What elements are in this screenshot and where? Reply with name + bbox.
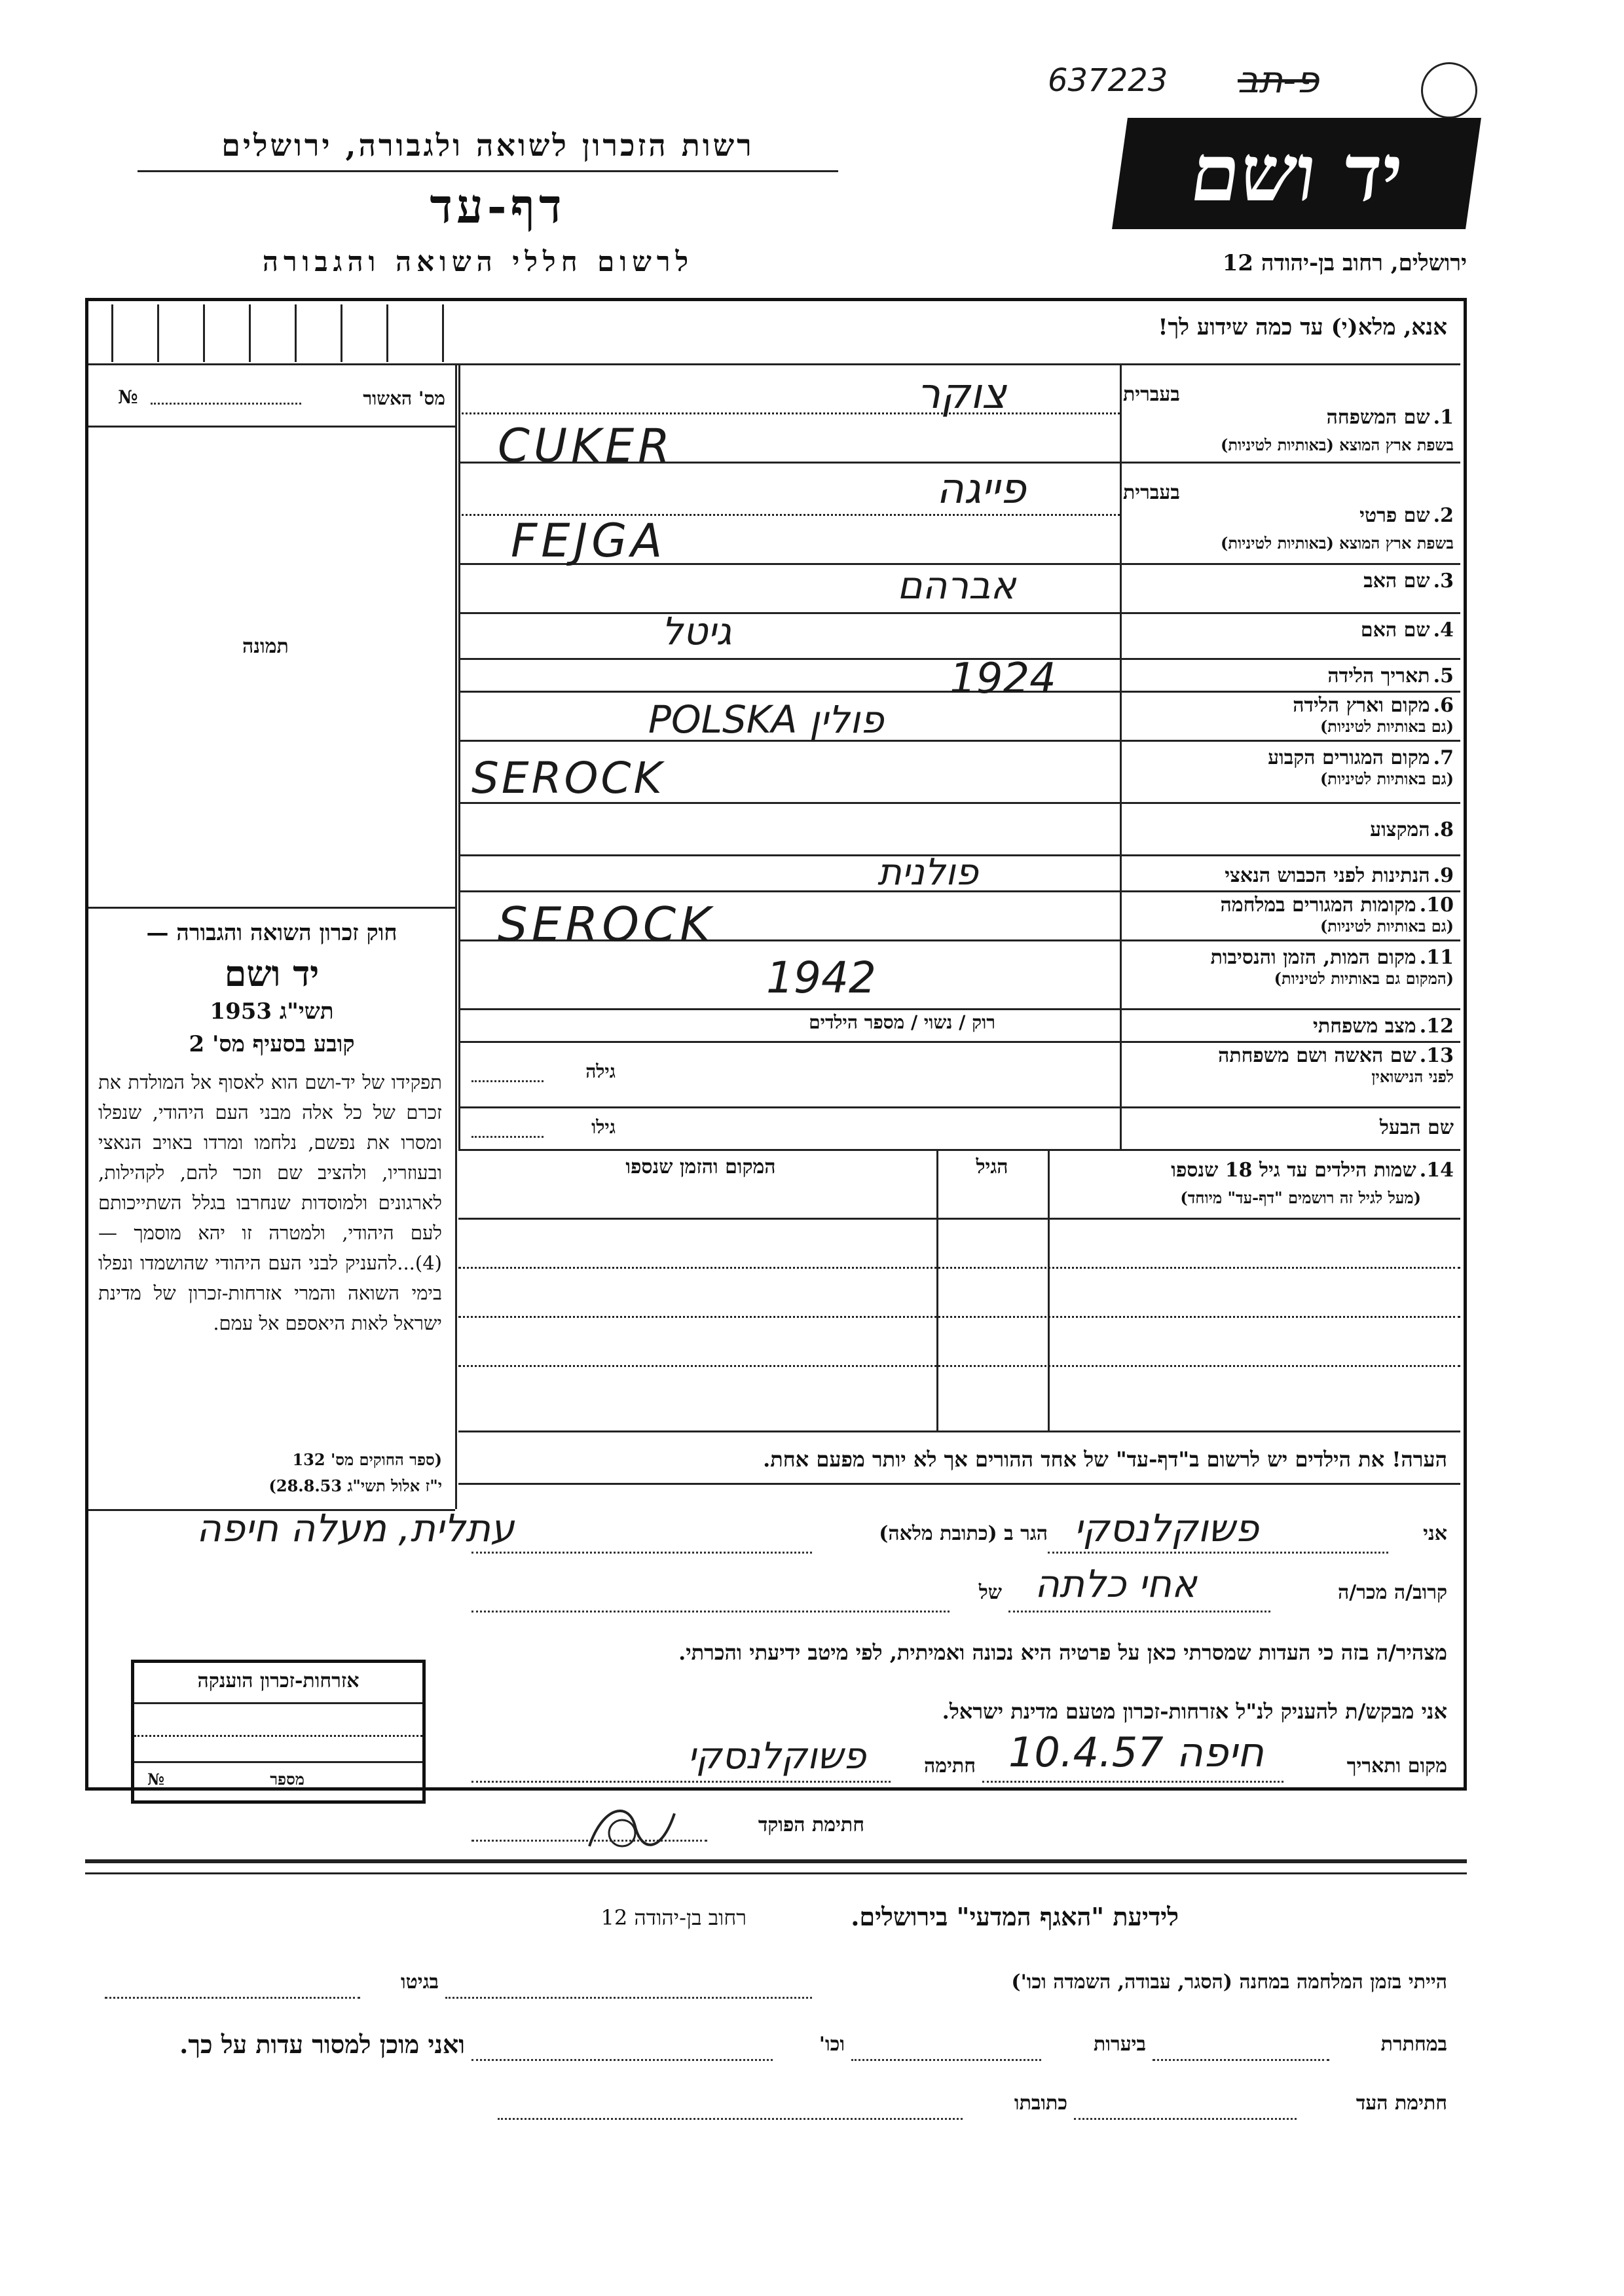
testimony-offer: ואני מוכן למסור עדות על כך.	[179, 2030, 465, 2059]
field-number: 12.	[1419, 1015, 1454, 1038]
relation-value: אחי כלתה	[1035, 1561, 1197, 1606]
field-number: 5.	[1433, 665, 1454, 687]
authority-name: רשות הזכרון לשואה ולגבורה, ירושלים	[221, 128, 754, 163]
field-sub: (המקום גם באותיות לטיניות)	[1274, 969, 1454, 988]
form-subtitle: לרשום חללי השואה והגבורה	[262, 246, 694, 278]
value-birthdate: 1924	[950, 655, 1056, 703]
place-date-label: מקום ותאריך	[1346, 1755, 1447, 1777]
field-label: מקומות המגורים במלחמה	[1220, 894, 1416, 917]
field-profession	[1123, 818, 1454, 841]
law-year: תשי"ג 1953	[210, 998, 334, 1025]
citizenship-no-label: מספר	[270, 1770, 304, 1789]
field-sub: (גם באותיות לטיניות)	[1320, 769, 1454, 788]
law-ref-2: י"ז אלול תשי"ג 28.8.53)	[268, 1476, 442, 1495]
witness-signature-label: חתימת העד	[1356, 2092, 1447, 2115]
field-father	[1123, 570, 1454, 592]
law-clause: קובע בסעיף מס' 2	[189, 1031, 355, 1057]
field-label: שם הבעל	[1379, 1116, 1454, 1139]
i-am-label: אני	[1423, 1522, 1447, 1545]
forests-label: ביערות	[1093, 2033, 1146, 2056]
field-number: 14.	[1419, 1159, 1454, 1182]
field-number: 1.	[1433, 406, 1454, 429]
field-label: תאריך הלידה	[1327, 665, 1430, 687]
field-number: 3.	[1433, 570, 1454, 592]
field-label: מצב משפחתי	[1313, 1015, 1416, 1038]
children-col-place: המקום והזמן שנספו	[625, 1156, 776, 1178]
field-sub: בשפת ארץ המוצא (באותיות לטיניות)	[1221, 534, 1454, 553]
underground-label: במחתרת	[1380, 2033, 1447, 2056]
field-number: 4.	[1433, 619, 1454, 642]
law-ref-1: (ספר החוקים מס' 132	[292, 1450, 442, 1469]
field-number: 9.	[1433, 864, 1454, 887]
value-war-residence: SEROCK	[498, 897, 715, 952]
field-tag: בעברית	[1123, 383, 1180, 406]
stamp-circle	[1421, 62, 1477, 118]
relation-label: קרוב/ה מכר/ה	[1338, 1581, 1447, 1604]
yad-vashem-logo: יד ושם	[1112, 118, 1481, 229]
field-number: 10.	[1419, 894, 1454, 917]
field-husband	[1123, 1116, 1454, 1139]
children-title	[1054, 1159, 1454, 1182]
officer-signature-icon	[576, 1794, 681, 1866]
field-sub: (גם באותיות לטיניות)	[1320, 917, 1454, 936]
value-firstname-lat: FEJGA	[511, 514, 667, 568]
etc-label: וכו'	[819, 2033, 845, 2056]
field-number: 11.	[1419, 946, 1454, 969]
ghetto-label: בגיטו	[400, 1971, 439, 1994]
field-surname	[1123, 367, 1454, 462]
law-title: חוק זכרון השואה והגבורה —	[146, 920, 397, 946]
form-title: דף-עד	[430, 178, 566, 234]
field-number: 8.	[1433, 818, 1454, 841]
value-birthplace: פולין POLSKA	[648, 697, 884, 742]
field-tag: בעברית	[1123, 481, 1180, 504]
footer-heading: לידיעת "האגף המדעי" בירושלים.	[851, 1902, 1179, 1931]
value-surname-he: צוקר	[917, 370, 1006, 418]
field-label: שם האשה ושם משפחתה	[1218, 1044, 1416, 1067]
marital-options: רוק / נשוי / מספר הילדים	[809, 1011, 995, 1033]
children-col-age: הגיל	[976, 1156, 1008, 1178]
law-text: תפקידו של יד-ושם הוא לאסוף אל המולדת את זכרם של כל אלה מבני העם היהודי, שנפלו ומסרו את נפשם, נלחמו ומרדו באויב הנאצי ובעוזריו, ולהציב שם וזכר להם, לקהילות, לארגונים ולמוסדות שנחרבו בגלל השתייכותם לעם היהודי, ולמטרה זו יהא מוסמך — (4)...להעניק לבני העם היהודי שהושמדו ונפלו בימי השואה והמרי אזרחות-זכרון של מדינת ישראל לאות היאספם אל עמם.	[98, 1071, 442, 1334]
address-label: הגר ב (כתובת מלאה)	[879, 1522, 1048, 1545]
field-label: שם המשפחה	[1326, 406, 1430, 429]
declaration-statement: מצהיר/ה בזה כי העדות שמסרתי כאן על פרטיה היא נכונה ואמיתית, לפי מיטב ידיעתי והכרתי.	[678, 1640, 1447, 1665]
field-label: הנתינות לפני הכבוש הנאצי	[1225, 864, 1430, 887]
field-label: שם פרטי	[1359, 504, 1430, 527]
field-label: שם האב	[1363, 570, 1430, 592]
photo-label: תמונה	[242, 635, 289, 658]
field-number: 2.	[1433, 504, 1454, 527]
signature-label: חתימה	[924, 1755, 976, 1777]
citizenship-box	[131, 1660, 426, 1804]
field-number: 6.	[1433, 694, 1454, 717]
value-firstname-he: פייגה	[936, 465, 1026, 513]
address: ירושלים, רחוב בן-יהודה 12	[1222, 250, 1467, 276]
citizenship-box-title: אזרחות-זכרון הוענקה	[197, 1669, 360, 1692]
reference-number: 637223	[1048, 62, 1168, 99]
request-text: אנא, מלא(י) עד כמה שידוע לך!	[1158, 314, 1447, 340]
value-father: אברהם	[897, 563, 1016, 608]
citizenship-no: №	[147, 1770, 165, 1789]
witness-address-label: כתובתו	[1014, 2092, 1067, 2115]
witness-name: פשוקלנסקי	[1074, 1506, 1259, 1550]
value-nationality: פולנית	[877, 851, 978, 894]
field-wife	[1123, 1044, 1454, 1087]
field-sub: לפני הנישואין	[1371, 1067, 1454, 1086]
value-death: 1942	[766, 953, 876, 1003]
field-marital	[1123, 1015, 1454, 1038]
value-surname-lat: CUKER	[498, 419, 674, 473]
footer-address: רחוב בן-יהודה 12	[600, 1905, 747, 1930]
field-firstname	[1123, 465, 1454, 560]
husband-age-label: גילו	[591, 1116, 616, 1138]
value-mother: גיטל	[661, 609, 732, 653]
reference-crossed: פ-תב	[1238, 59, 1320, 101]
approval-label: מס' האשור	[363, 388, 445, 409]
note: הערה! את הילדים יש לרשום ב"דף-עד" של אחד ההורים אך לא יותר מפעם אחת.	[763, 1447, 1447, 1472]
children-sub: (מעל לגיל זה רושמים "דף-עד" מיוחד)	[1180, 1188, 1421, 1207]
value-residence: SEROCK	[471, 753, 665, 803]
officer-signature-label: חתימת הפוקד	[758, 1813, 864, 1836]
field-birthdate	[1123, 665, 1454, 687]
field-war-residence	[1123, 894, 1454, 936]
wife-age-label: גילה	[585, 1061, 616, 1082]
field-label: מקום המות, הזמן והנסיבות	[1210, 946, 1416, 969]
field-nationality	[1123, 864, 1454, 887]
code-boxes	[92, 304, 445, 362]
of-label: של	[978, 1581, 1002, 1604]
field-residence	[1123, 746, 1454, 789]
field-label: מקום וארץ הלידה	[1293, 694, 1430, 717]
approval-no: №	[118, 386, 138, 408]
field-death	[1123, 946, 1454, 989]
camp-line: הייתי בזמן המלחמה במחנה (הסגר, עבודה, השמדה וכו')	[1011, 1971, 1447, 1994]
field-label: שמות הילדים עד גיל 18 שנספו	[1171, 1159, 1416, 1182]
citizenship-request: אני מבקש/ת להעניק לנ"ל אזרחות-זכרון מטעם מדינת ישראל.	[942, 1699, 1447, 1724]
field-label: מקום המגורים הקבוע	[1268, 746, 1430, 769]
law-name: יד ושם	[224, 953, 320, 994]
field-label: שם האם	[1360, 619, 1430, 642]
field-label: המקצוע	[1370, 818, 1430, 841]
place-date-value: חיפה 10.4.57	[1008, 1728, 1264, 1776]
field-mother	[1123, 619, 1454, 642]
field-number: 13.	[1419, 1044, 1454, 1067]
field-sub: בשפת ארץ המוצא (באותיות לטיניות)	[1221, 435, 1454, 454]
signature-value: פשוקלנסקי	[688, 1735, 866, 1777]
field-number: 7.	[1433, 746, 1454, 769]
field-sub: (גם באותיות לטיניות)	[1320, 717, 1454, 736]
field-birthplace	[1123, 694, 1454, 737]
witness-address: עתלית, מעלה חיפה	[196, 1506, 515, 1550]
